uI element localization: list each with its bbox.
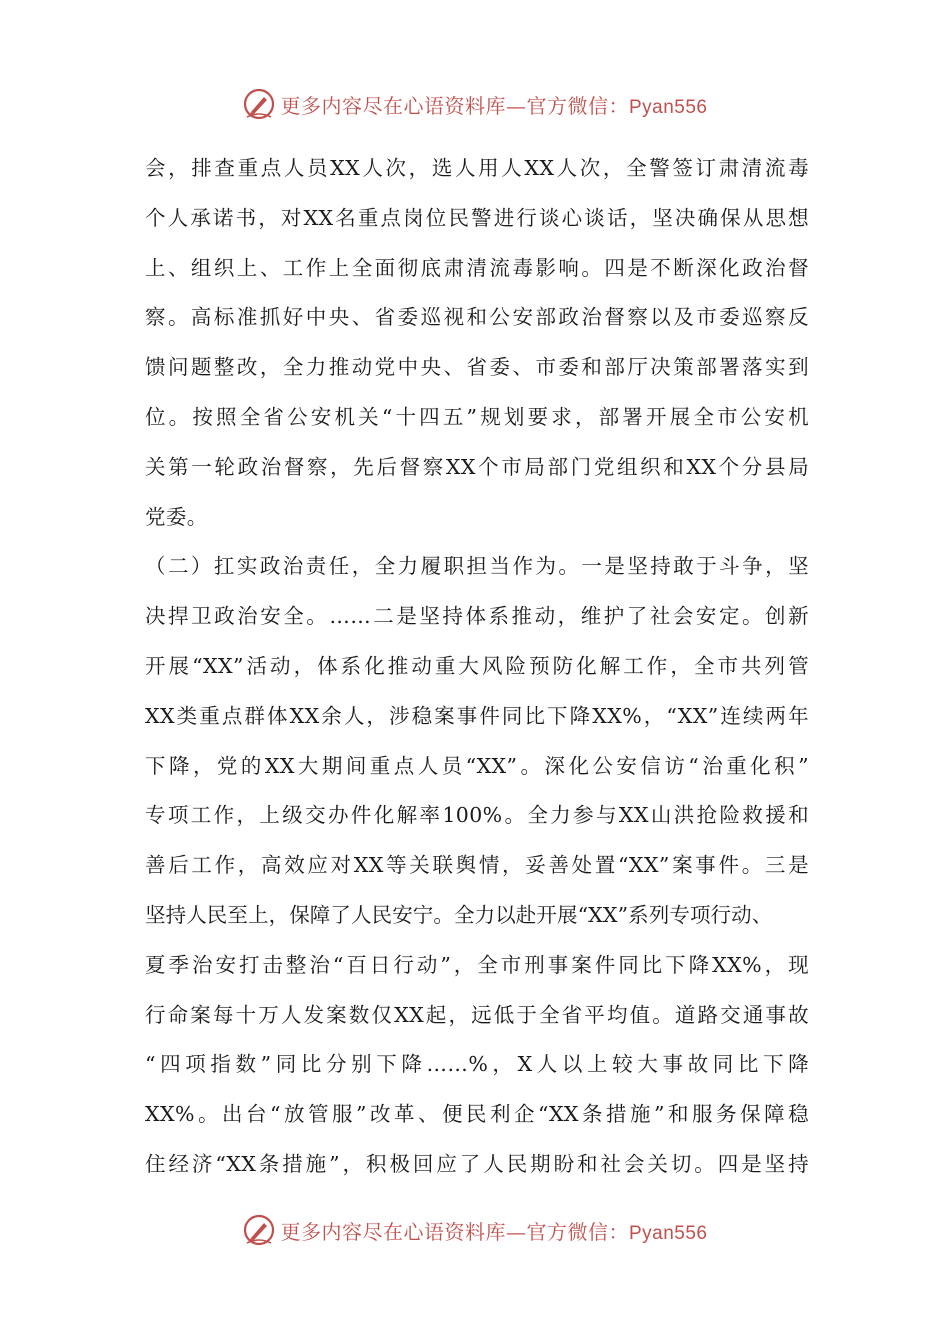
watermark-contact-label: 官方微信： xyxy=(526,93,629,118)
watermark-text xyxy=(280,1216,707,1245)
watermark-handle: Pyan556 xyxy=(628,1222,708,1244)
watermark-handle: Pyan556 xyxy=(628,96,708,118)
watermark-text xyxy=(280,90,707,119)
body-line: 位。按照全省公安机关“十四五”规划要求，部署开展全市公安机 xyxy=(145,404,809,429)
body-line: 察。高标准抓好中央、省委巡视和公安部政治督察以及市委巡察反 xyxy=(145,305,809,330)
watermark-site-text: 更多内容尽在心语资料库 xyxy=(280,93,506,118)
body-line: XX类重点群体XX余人，涉稳案事件同比下降XX%，“XX”连续两年 xyxy=(145,703,809,728)
watermark-dash: — xyxy=(505,1219,527,1244)
body-line: “四项指数”同比分别下降……%，X人以上较大事故同比下降 xyxy=(145,1052,809,1077)
document-body xyxy=(145,144,809,1190)
watermark-banner-bottom xyxy=(0,1210,950,1250)
watermark-dash: — xyxy=(505,93,527,118)
body-line: 下降，党的XX大期间重点人员“XX”。深化公安信访“治重化积” xyxy=(145,753,809,778)
body-line: 行命案每十万人发案数仅XX起，远低于全省平均值。道路交通事故 xyxy=(145,1002,809,1027)
watermark-site-text: 更多内容尽在心语资料库 xyxy=(280,1219,506,1244)
body-line: 善后工作，高效应对XX等关联舆情，妥善处置“XX”案事件。三是 xyxy=(145,853,809,878)
body-line: 会，排查重点人员XX人次，选人用人XX人次，全警签订肃清流毒 xyxy=(145,156,809,180)
body-line: 住经济“XX条措施”，积极回应了人民期盼和社会关切。四是坚持 xyxy=(145,1151,809,1176)
body-line: 馈问题整改，全力推动党中央、省委、市委和部厅决策部署落实到 xyxy=(145,355,809,380)
body-line: 坚持人民至上，保障了人民安宁。全力以赴开展“XX”系列专项行动、 xyxy=(145,902,773,927)
body-line: （二）扛实政治责任，全力履职担当作为。一是坚持敢于斗争，坚 xyxy=(145,554,809,579)
body-line: 个人承诺书，对XX名重点岗位民警进行谈心谈话，坚决确保从思想 xyxy=(145,205,809,230)
body-line: 夏季治安打击整治“百日行动”，全市刑事案件同比下降XX%，现 xyxy=(145,952,809,977)
body-line: 决捍卫政治安全。……二是坚持体系推动，维护了社会安定。创新 xyxy=(145,604,809,629)
pen-logo-icon xyxy=(242,87,276,121)
body-line: 开展“XX”活动，体系化推动重大风险预防化解工作，全市共列管 xyxy=(145,653,809,678)
pen-logo-icon xyxy=(242,1213,276,1247)
watermark-banner-top xyxy=(0,84,950,124)
body-line: 专项工作，上级交办件化解率100%。全力参与XX山洪抢险救援和 xyxy=(145,803,809,828)
watermark-contact-label: 官方微信： xyxy=(526,1219,629,1244)
body-line: 党委。 xyxy=(145,504,208,529)
body-line: 上、组织上、工作上全面彻底肃清流毒影响。四是不断深化政治督 xyxy=(145,255,809,280)
body-line: 关第一轮政治督察，先后督察XX个市局部门党组织和XX个分县局 xyxy=(145,454,809,479)
body-line: XX%。出台“放管服”改革、便民利企“XX条措施”和服务保障稳 xyxy=(145,1102,809,1127)
